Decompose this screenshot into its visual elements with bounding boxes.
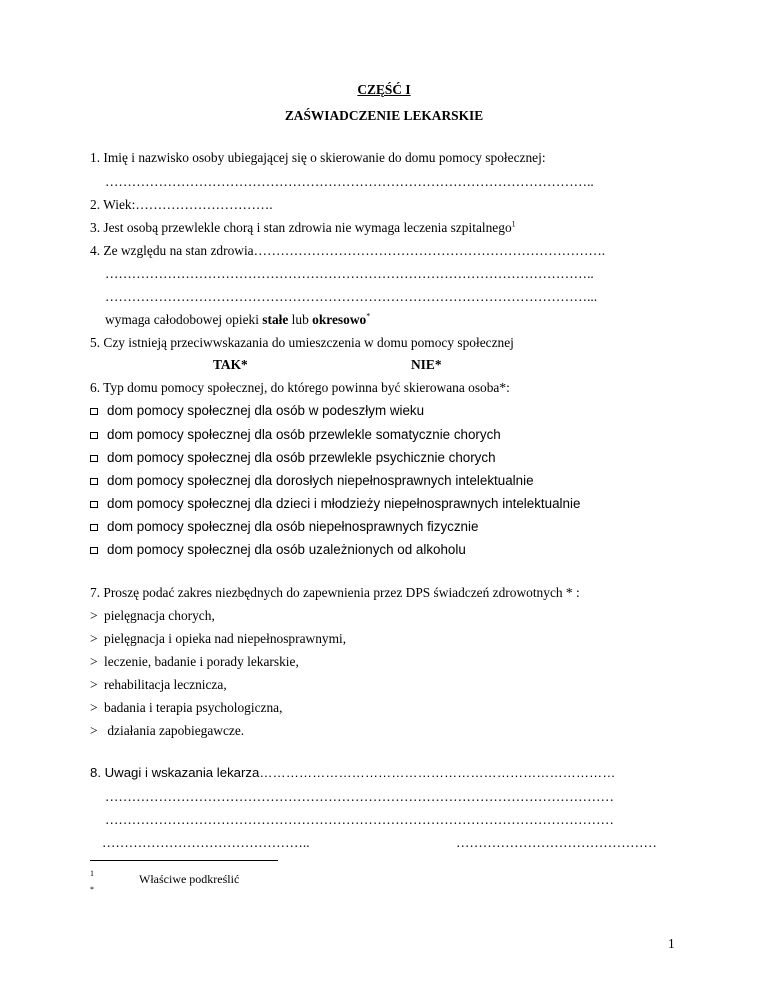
- q8-answer-line-2[interactable]: ……………………………………………………………………………………………………: [105, 812, 614, 827]
- care-option-periodic[interactable]: okresowo: [312, 312, 367, 327]
- signature-line-right[interactable]: ………………………………………: [456, 835, 657, 850]
- checkbox-icon[interactable]: [90, 455, 98, 462]
- checkbox-icon[interactable]: [90, 408, 98, 415]
- arrow-bullet-icon: >: [90, 723, 98, 738]
- care-option-permanent[interactable]: stałe: [262, 312, 289, 327]
- checkbox-icon[interactable]: [90, 478, 98, 485]
- care-footnote-ref: *: [366, 311, 371, 321]
- checkbox-icon[interactable]: [90, 501, 98, 508]
- q4-answer-line-2[interactable]: ………………………………………………………………………………………………...: [105, 289, 598, 304]
- q3-footnote-ref: 1: [511, 219, 516, 229]
- q6-option[interactable]: dom pomocy społecznej dla osób w podeszłym wieku: [90, 403, 424, 419]
- q1-label: 1. Imię i nazwisko osoby ubiegającej się o skierowanie do domu pomocy społecznej:: [90, 150, 546, 165]
- q6-option[interactable]: dom pomocy społecznej dla osób przewlekle somatycznie chorych: [90, 427, 501, 443]
- document-title: ZAŚWIADCZENIE LEKARSKIE: [284, 108, 484, 123]
- q4-answer-line-1[interactable]: ………………………………………………………………………………………………..: [105, 266, 594, 281]
- part-heading: CZĘŚĆ I: [357, 82, 411, 97]
- care-or: lub: [288, 312, 313, 327]
- arrow-bullet-icon: >: [90, 677, 98, 692]
- q7-item[interactable]: > rehabilitacja lecznicza,: [90, 677, 227, 692]
- q7-item[interactable]: > pielęgnacja chorych,: [90, 608, 215, 623]
- arrow-bullet-icon: >: [90, 608, 98, 623]
- q5-label: 5. Czy istnieją przeciwwskazania do umieszczenia w domu pomocy społecznej: [90, 335, 514, 350]
- checkbox-icon[interactable]: [90, 432, 98, 439]
- q7-label: 7. Proszę podać zakres niezbędnych do zapewnienia przez DPS świadczeń zdrowotnych * :: [90, 585, 580, 600]
- q4-care-line: [105, 312, 370, 328]
- q5-no-option[interactable]: NIE*: [411, 357, 442, 372]
- q6-option[interactable]: dom pomocy społecznej dla osób niepełnosprawnych fizycznie: [90, 519, 478, 535]
- q7-item[interactable]: > leczenie, badanie i porady lekarskie,: [90, 654, 299, 669]
- arrow-bullet-icon: >: [90, 654, 98, 669]
- footnote-mark-2: *: [90, 885, 94, 894]
- q6-option[interactable]: dom pomocy społecznej dla osób przewlekle psychicznie chorych: [90, 450, 496, 466]
- signature-line-left[interactable]: ………………………………………..: [102, 835, 310, 850]
- care-text: wymaga całodobowej opieki: [105, 312, 263, 327]
- footnote-mark-1: 1: [90, 869, 94, 878]
- page-number: 1: [668, 936, 675, 951]
- q2-age-line[interactable]: 2. Wiek:………………………….: [90, 197, 273, 212]
- q3-label: [90, 220, 516, 236]
- q6-option[interactable]: dom pomocy społecznej dla dorosłych niepełnosprawnych intelektualnie: [90, 473, 534, 489]
- q7-item[interactable]: > badania i terapia psychologiczna,: [90, 700, 283, 715]
- q6-option[interactable]: dom pomocy społecznej dla dzieci i młodzieży niepełnosprawnych intelektualnie: [90, 496, 580, 512]
- q6-label: 6. Typ domu pomocy społecznej, do którego powinna być skierowana osoba*:: [90, 380, 510, 395]
- q8-answer-line-1[interactable]: ……………………………………………………………………………………………………: [105, 789, 614, 804]
- q3-text: 3. Jest osobą przewlekle chorą i stan zdrowia nie wymaga leczenia szpitalnego: [90, 220, 512, 235]
- checkbox-icon[interactable]: [90, 524, 98, 531]
- footnote-divider: [90, 860, 278, 861]
- q8-label[interactable]: 8. Uwagi i wskazania lekarza………………………………………………………………………: [90, 765, 616, 780]
- footnote-text-1: Właściwe podkreślić: [139, 872, 240, 886]
- q7-item[interactable]: > pielęgnacja i opieka nad niepełnosprawnymi,: [90, 631, 347, 646]
- arrow-bullet-icon: >: [90, 700, 98, 715]
- checkbox-icon[interactable]: [90, 547, 98, 554]
- q6-option[interactable]: dom pomocy społecznej dla osób uzależnionych od alkoholu: [90, 542, 466, 558]
- q4-label[interactable]: 4. Ze względu na stan zdrowia…………………………………………………………………….: [90, 243, 606, 258]
- q1-answer-line[interactable]: ………………………………………………………………………………………………..: [105, 174, 594, 189]
- q5-yes-option[interactable]: TAK*: [213, 357, 248, 372]
- q7-item[interactable]: > działania zapobiegawcze.: [90, 723, 245, 738]
- arrow-bullet-icon: >: [90, 631, 98, 646]
